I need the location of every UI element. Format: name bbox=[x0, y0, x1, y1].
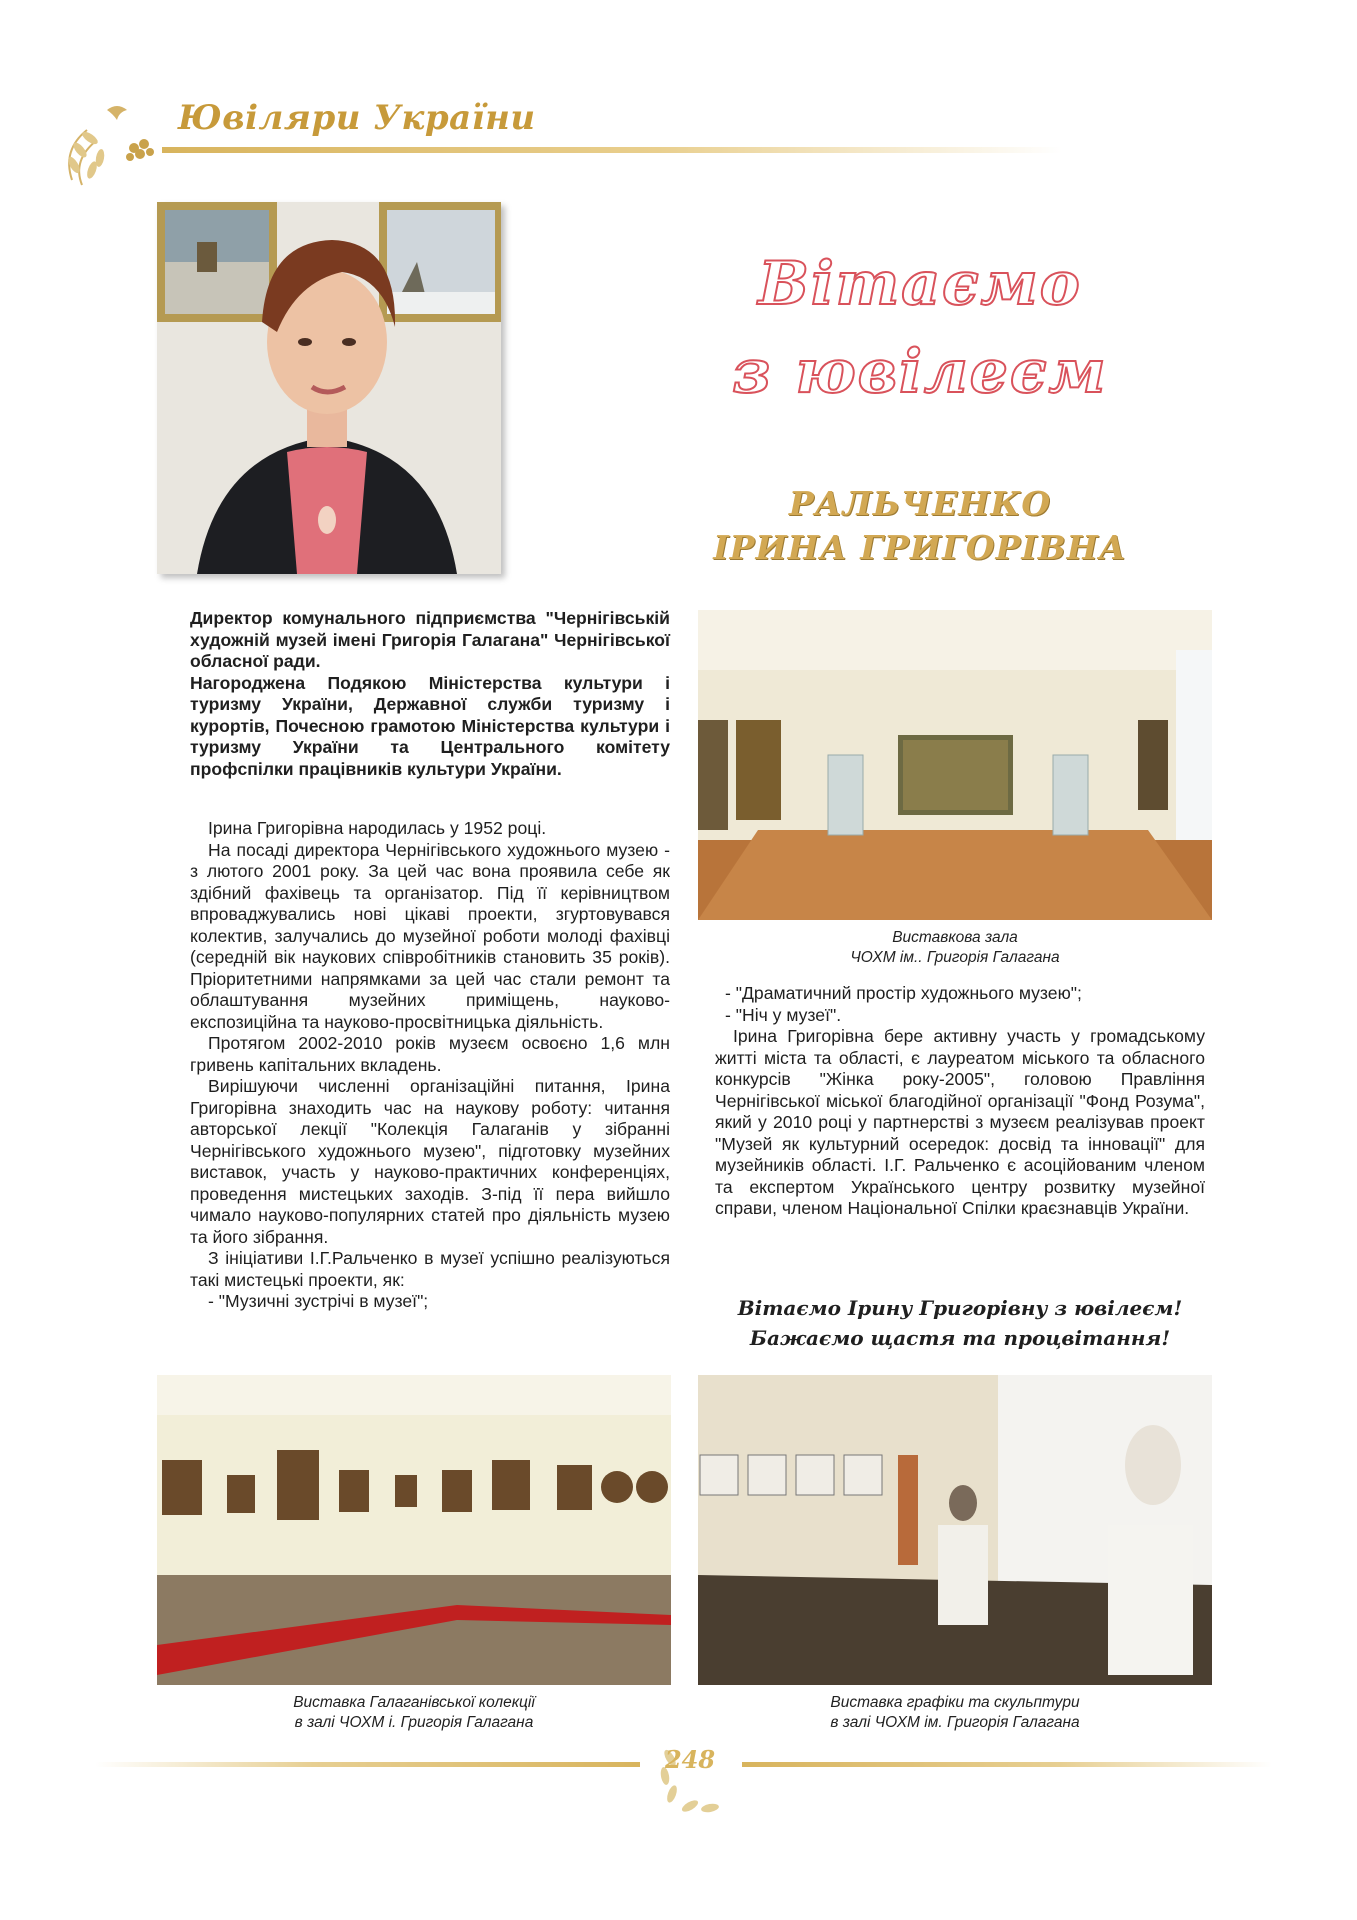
section-title: Ювіляри України bbox=[178, 98, 536, 138]
graphics-sculpture-photo bbox=[698, 1375, 1212, 1685]
body-list-item: - "Драматичний простір художнього музею"; bbox=[725, 983, 1082, 1003]
caption-line: ЧОХМ ім.. Григорія Галагана bbox=[850, 949, 1060, 966]
collection-exhibition-caption bbox=[157, 1693, 671, 1733]
collection-exhibition-photo bbox=[157, 1375, 671, 1685]
footer-divider-right bbox=[742, 1762, 1272, 1767]
body-paragraph: Ірина Григорівна народилась у 1952 році. bbox=[208, 818, 547, 838]
congratulations-message bbox=[715, 1293, 1205, 1353]
header-ornament-icon bbox=[52, 90, 162, 200]
caption-line: Виставка графіки та скульптури bbox=[830, 1694, 1080, 1711]
body-list-item: - "Ніч у музеї". bbox=[725, 1004, 842, 1025]
lead-text bbox=[190, 608, 670, 780]
header-divider bbox=[162, 147, 1062, 153]
headline-line-2: з ювілеєм bbox=[732, 337, 1108, 407]
exhibition-hall-caption bbox=[698, 928, 1212, 968]
body-paragraph: Протягом 2002-2010 років музеєм освоєно 1,6 млн гривень капітальних вкладень. bbox=[190, 1033, 670, 1075]
person-given-names: ІРИНА ГРИГОРІВНА bbox=[713, 528, 1127, 567]
graphics-sculpture-caption bbox=[698, 1693, 1212, 1733]
body-paragraph: Вирішуючи численні організаційні питання, Ірина Григорівна знаходить час на наукову роботу: читання авторської лекції "Колекція Галаганів у зібранні Чернігівського художнього музею", підготовку музейних виставок, участь у науково-практичних конференціях, проведення мистецьких заходів. З-під її пера вийшло чимало науково-популярних статей про діяльність музею та його зібрання. bbox=[190, 1076, 670, 1247]
headline bbox=[640, 240, 1200, 416]
body-paragraph: На посаді директора Чернігівського художнього музею - з лютого 2001 року. За цей час вона проявила себе як здібний фахівець та організатор. Під її керівництвом впроваджувались нові цікаві проекти, згуртовувався колектив, залучались до музейної роботи молоді фахівці (середній вік наукових співробітників становить 35 років). Пріоритетними напрямками за цей час стали ремонт та облаштування музейних приміщень, науково-експозиційна та науково-просвітницька діяльність. bbox=[190, 839, 670, 1032]
body-left-column bbox=[190, 818, 670, 1313]
body-paragraph: З ініціативи І.Г.Ральченко в музеї успішно реалізуються такі мистецькі проекти, як: bbox=[190, 1248, 670, 1290]
congratulations-line-2: Бажаємо щастя та процвітання! bbox=[749, 1326, 1171, 1350]
lead-paragraph: Нагороджена Подякою Міністерства культури і туризму України, Державної служби туризму і курортів, Почесною грамотою Міністерства культури і туризму України та Центрального комітету профспілки працівників культури України. bbox=[190, 672, 670, 779]
person-name bbox=[640, 482, 1200, 570]
headline-line-1: Вітаємо bbox=[758, 249, 1082, 319]
caption-line: Виставкова зала bbox=[892, 929, 1018, 946]
body-right-column bbox=[715, 983, 1205, 1220]
page-number: 248 bbox=[664, 1745, 716, 1774]
person-surname: РАЛЬЧЕНКО bbox=[788, 484, 1052, 523]
caption-line: Виставка Галаганівської колекції bbox=[293, 1694, 535, 1711]
caption-line: в залі ЧОХМ ім. Григорія Галагана bbox=[830, 1714, 1080, 1731]
congratulations-line-1: Вітаємо Ірину Григорівну з ювілеєм! bbox=[737, 1296, 1183, 1320]
portrait-photo bbox=[157, 202, 501, 574]
exhibition-hall-photo bbox=[698, 610, 1212, 920]
caption-line: в залі ЧОХМ і. Григорія Галагана bbox=[294, 1714, 534, 1731]
body-list-item: - "Музичні зустрічі в музеї"; bbox=[208, 1291, 429, 1311]
body-paragraph: Ірина Григорівна бере активну участь у громадському житті міста та області, є лауреатом міського та обласного конкурсів "Жінка року-2005", головою Правління Чернігівської міської благодійної організації "Фонд Розума", який у 2010 році у партнерстві з музеєм реалізував проект "Музей як культурний осередок: досвід та інновації" для музейників області. І.Г. Ральченко є асоційованим членом та експертом Українського центру розвитку музейної справи, членом Національної Спілки краєзнавців України. bbox=[715, 1026, 1205, 1218]
footer-divider-left bbox=[95, 1762, 640, 1767]
lead-paragraph: Директор комунального підприємства "Чернігівській художній музей імені Григорія Галагана" Чернігівської обласної ради. bbox=[190, 608, 670, 671]
